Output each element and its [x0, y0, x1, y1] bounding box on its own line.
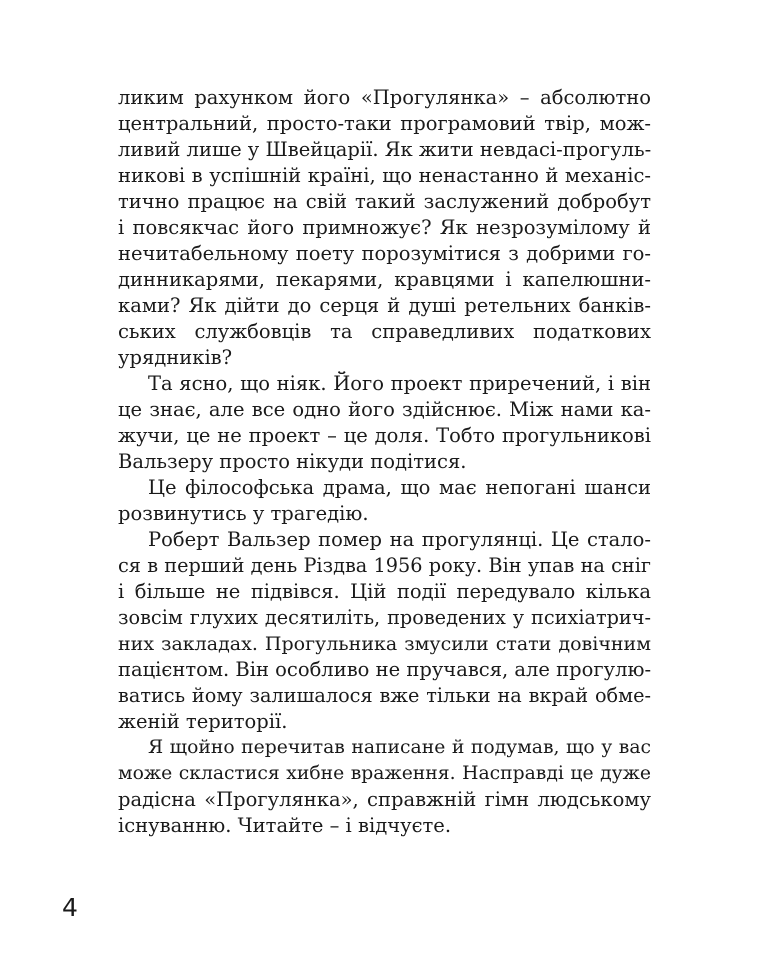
- text-line: них закладах. Прогульника змусили стати довічним: [118, 633, 651, 655]
- text-line: це знає, але все одно його здійснює. Між нами ка-: [118, 398, 651, 421]
- text-line: женій території.: [118, 710, 288, 733]
- text-line: урядників?: [118, 346, 233, 369]
- text-line: ками? Як дійти до серця й душі ретельних банків-: [118, 294, 651, 317]
- text-line: ся в перший день Різдва 1956 року. Він упав на сніг: [118, 554, 651, 577]
- text-line: розвинутись у трагедію.: [118, 502, 369, 525]
- text-line: Вальзеру просто нікуди подітися.: [118, 450, 467, 473]
- paragraph-first-line: Я щойно перечитав написане й подумав, що у вас: [148, 737, 651, 758]
- text-line: радісна «Прогулянка», справжній гімн людському: [118, 788, 651, 811]
- text-line: жучи, це не проект – це доля. Тобто прогульникові: [118, 424, 651, 447]
- text-line: тично працює на свій такий заслужений добробут: [118, 190, 651, 213]
- text-line: може скластися хибне враження. Насправді це дуже: [118, 763, 651, 784]
- text-line: ликим рахунком його «Прогулянка» – абсолютно: [118, 86, 651, 109]
- text-line: зовсім глухих десятиліть, проведених у психіатрич-: [118, 606, 651, 629]
- text-line: никові в успішній країні, що ненастанно й механіс-: [118, 164, 651, 187]
- paragraph-first-line: Роберт Вальзер помер на прогулянці. Це стало-: [148, 528, 651, 551]
- text-line: і повсякчас його примножує? Як незрозумілому й: [118, 216, 651, 239]
- paragraph-first-line: Це філософська драма, що має непогані шанси: [148, 476, 651, 499]
- text-line: і більше не підвівся. Цій події передувало кілька: [118, 580, 651, 603]
- text-line: пацієнтом. Він особливо не пручався, але прогулю-: [118, 658, 652, 681]
- page-number: 4: [62, 893, 78, 922]
- body-text: [118, 85, 651, 839]
- paragraph-first-line: Та ясно, що ніяк. Його проект приречений, і він: [148, 372, 651, 395]
- text-line: ських службовців та справедливих податкових: [118, 320, 651, 343]
- text-line: ливий лише у Швейцарії. Як жити невдасі-прогуль-: [118, 138, 652, 161]
- text-line: динникарями, пекарями, кравцями і капелюшни-: [118, 268, 651, 291]
- text-line: ватись йому залишалося вже тільки на вкрай обме-: [118, 684, 651, 707]
- text-line: центральний, просто-таки програмовий твір, мож-: [118, 112, 651, 135]
- text-line: існуванню. Читайте – і відчуєте.: [118, 814, 452, 837]
- text-line: нечитабельному поету порозумітися з добрими го-: [118, 242, 651, 265]
